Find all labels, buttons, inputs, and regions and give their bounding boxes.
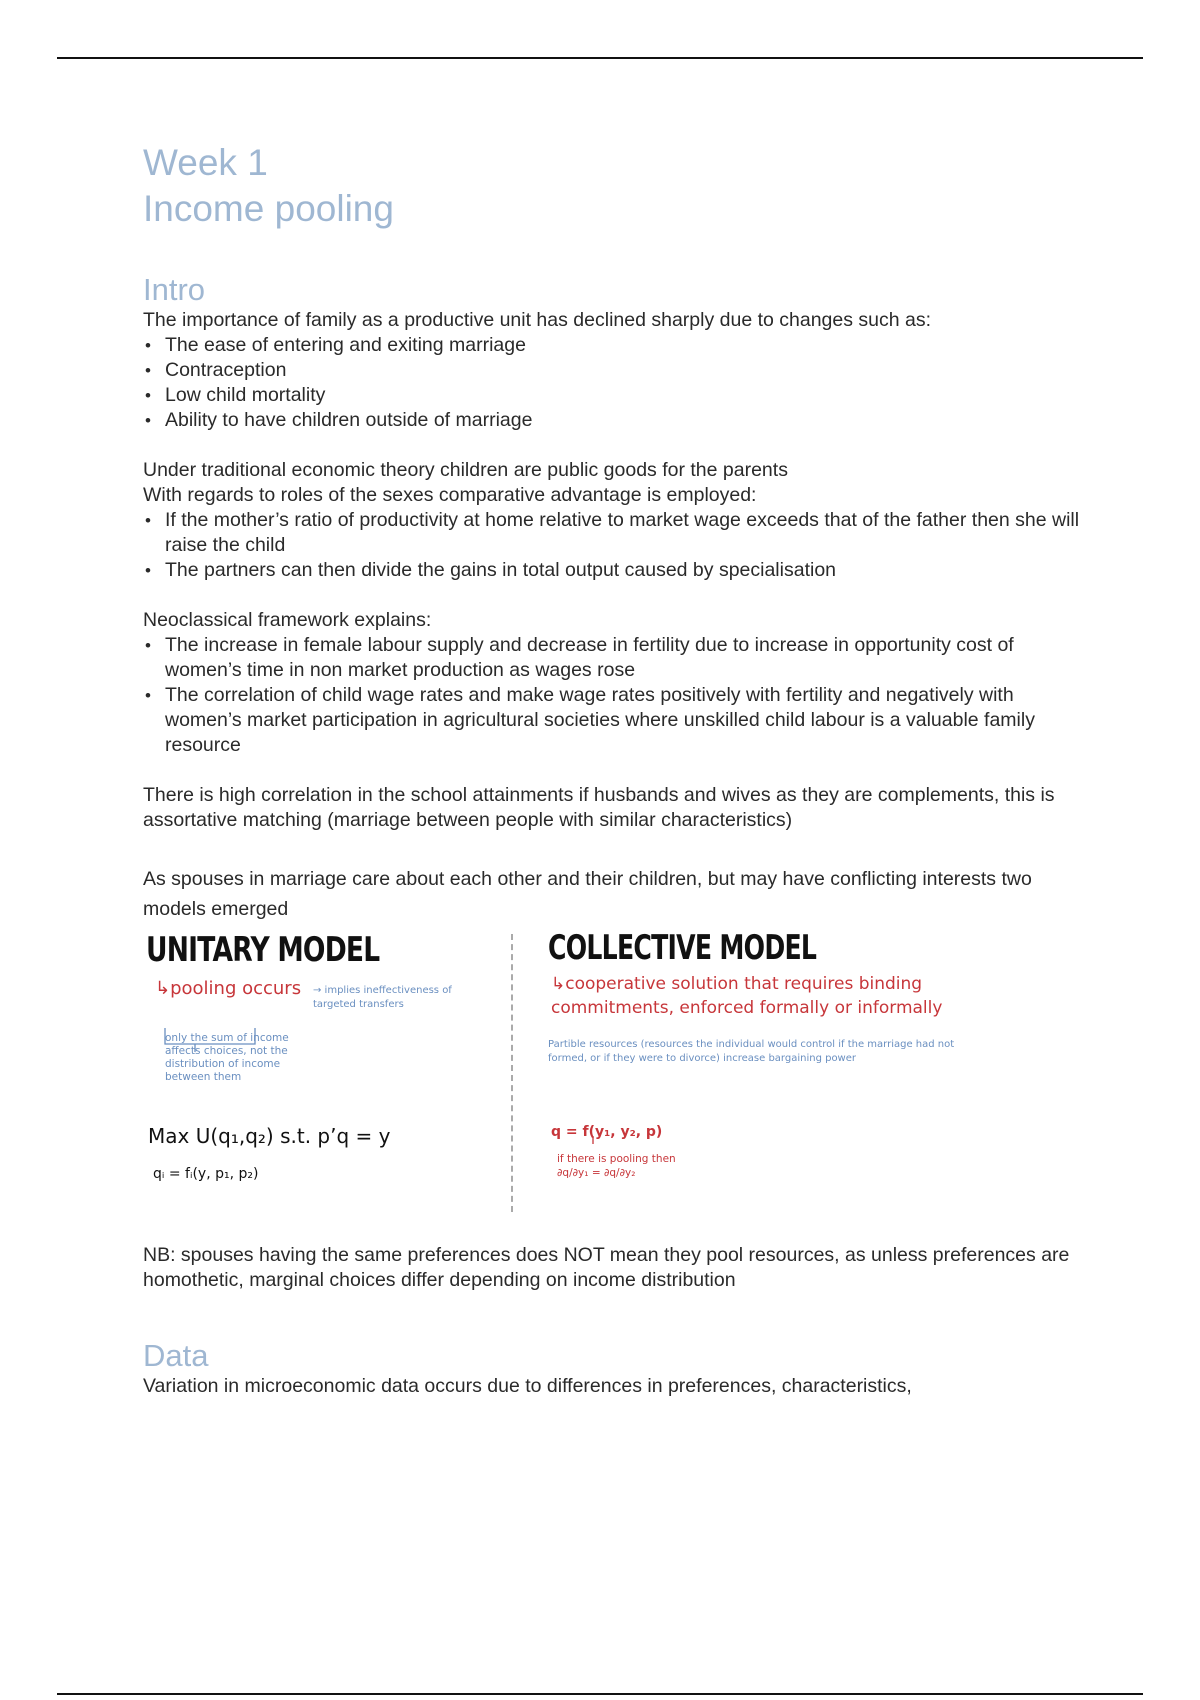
list-item: • The increase in female labour supply and decrease in fertility due to increase in opportunity cost of women’s time in non market production as wages rose <box>143 633 1093 683</box>
nb-note: NB: spouses having the same preferences does NOT mean they pool resources, as unless preferences are homothetic, marginal choices differ depending on income distribution <box>143 1244 1070 1291</box>
assortative-matching-text: There is high correlation in the school attainments if husbands and wives as they are complements, this is assortative matching (marriage between people with similar characteristics) <box>143 784 1055 831</box>
demand-equation: qᵢ = fᵢ(y, p₁, p₂) <box>153 1166 259 1182</box>
list-item: • Ability to have children outside of marriage <box>143 408 1093 433</box>
two-models-text: As spouses in marriage care about each other and their children, but may have conflicting interests two models emerged <box>143 868 1032 920</box>
collective-demand-equation: q = f(y₁, y₂, p) <box>551 1124 663 1140</box>
page-title: Income pooling <box>143 188 394 229</box>
collective-model-title: COLLECTIVE MODEL <box>548 928 817 968</box>
bottom-rule <box>57 1693 1143 1695</box>
list-item: • The ease of entering and exiting marriage <box>143 333 1093 358</box>
week-title: Week 1 <box>143 142 268 183</box>
roles-list <box>143 508 1093 583</box>
comparative-advantage-text: With regards to roles of the sexes comparative advantage is employed: <box>143 484 757 506</box>
handwritten-models-sketch <box>143 928 1093 1223</box>
list-item: • If the mother’s ratio of productivity at home relative to market wage exceeds that of the father then she will raise the child <box>143 508 1093 558</box>
utility-max-equation: Max U(q₁,q₂) s.t. p’q = y <box>148 1124 391 1148</box>
data-paragraph: Variation in microeconomic data occurs due to differences in preferences, characteristics, <box>143 1375 912 1397</box>
list-item: • Low child mortality <box>143 383 1093 408</box>
pooling-note: ↳pooling occurs <box>155 978 302 999</box>
list-item: • Contraception <box>143 358 1093 383</box>
unitary-model-title: UNITARY MODEL <box>146 930 380 970</box>
top-rule <box>57 57 1143 59</box>
targeted-transfers-note: → implies ineffectiveness of targeted transfers <box>313 985 452 1010</box>
pooling-explanation: only the sum of income affects choices, not the distribution of income between them <box>165 1032 289 1083</box>
neoclassical-text: Neoclassical framework explains: <box>143 609 432 631</box>
changes-list <box>143 333 1093 433</box>
data-heading: Data <box>143 1338 209 1373</box>
traditional-theory-text: Under traditional economic theory children are public goods for the parents <box>143 459 788 481</box>
intro-paragraph: The importance of family as a productive unit has declined sharply due to changes such as: <box>143 309 932 331</box>
neoclassical-list <box>143 633 1093 758</box>
partible-resources-note: Partible resources (resources the individual would control if the marriage had not formed, or if they were to divorce) increase bargaining power <box>548 1039 955 1064</box>
document-body <box>143 140 1093 1399</box>
cooperative-solution-note: ↳cooperative solution that requires binding commitments, enforced formally or informally <box>551 974 943 1018</box>
list-item: • The correlation of child wage rates and make wage rates positively with fertility and negatively with women’s market participation in agricultural societies where unskilled child labour is a valuable family resource <box>143 683 1093 758</box>
intro-heading: Intro <box>143 272 206 307</box>
model-divider <box>511 934 513 1212</box>
pooling-condition: if there is pooling then ∂q/∂y₁ = ∂q/∂y₂ <box>557 1153 676 1179</box>
list-item: • The partners can then divide the gains in total output caused by specialisation <box>143 558 1093 583</box>
